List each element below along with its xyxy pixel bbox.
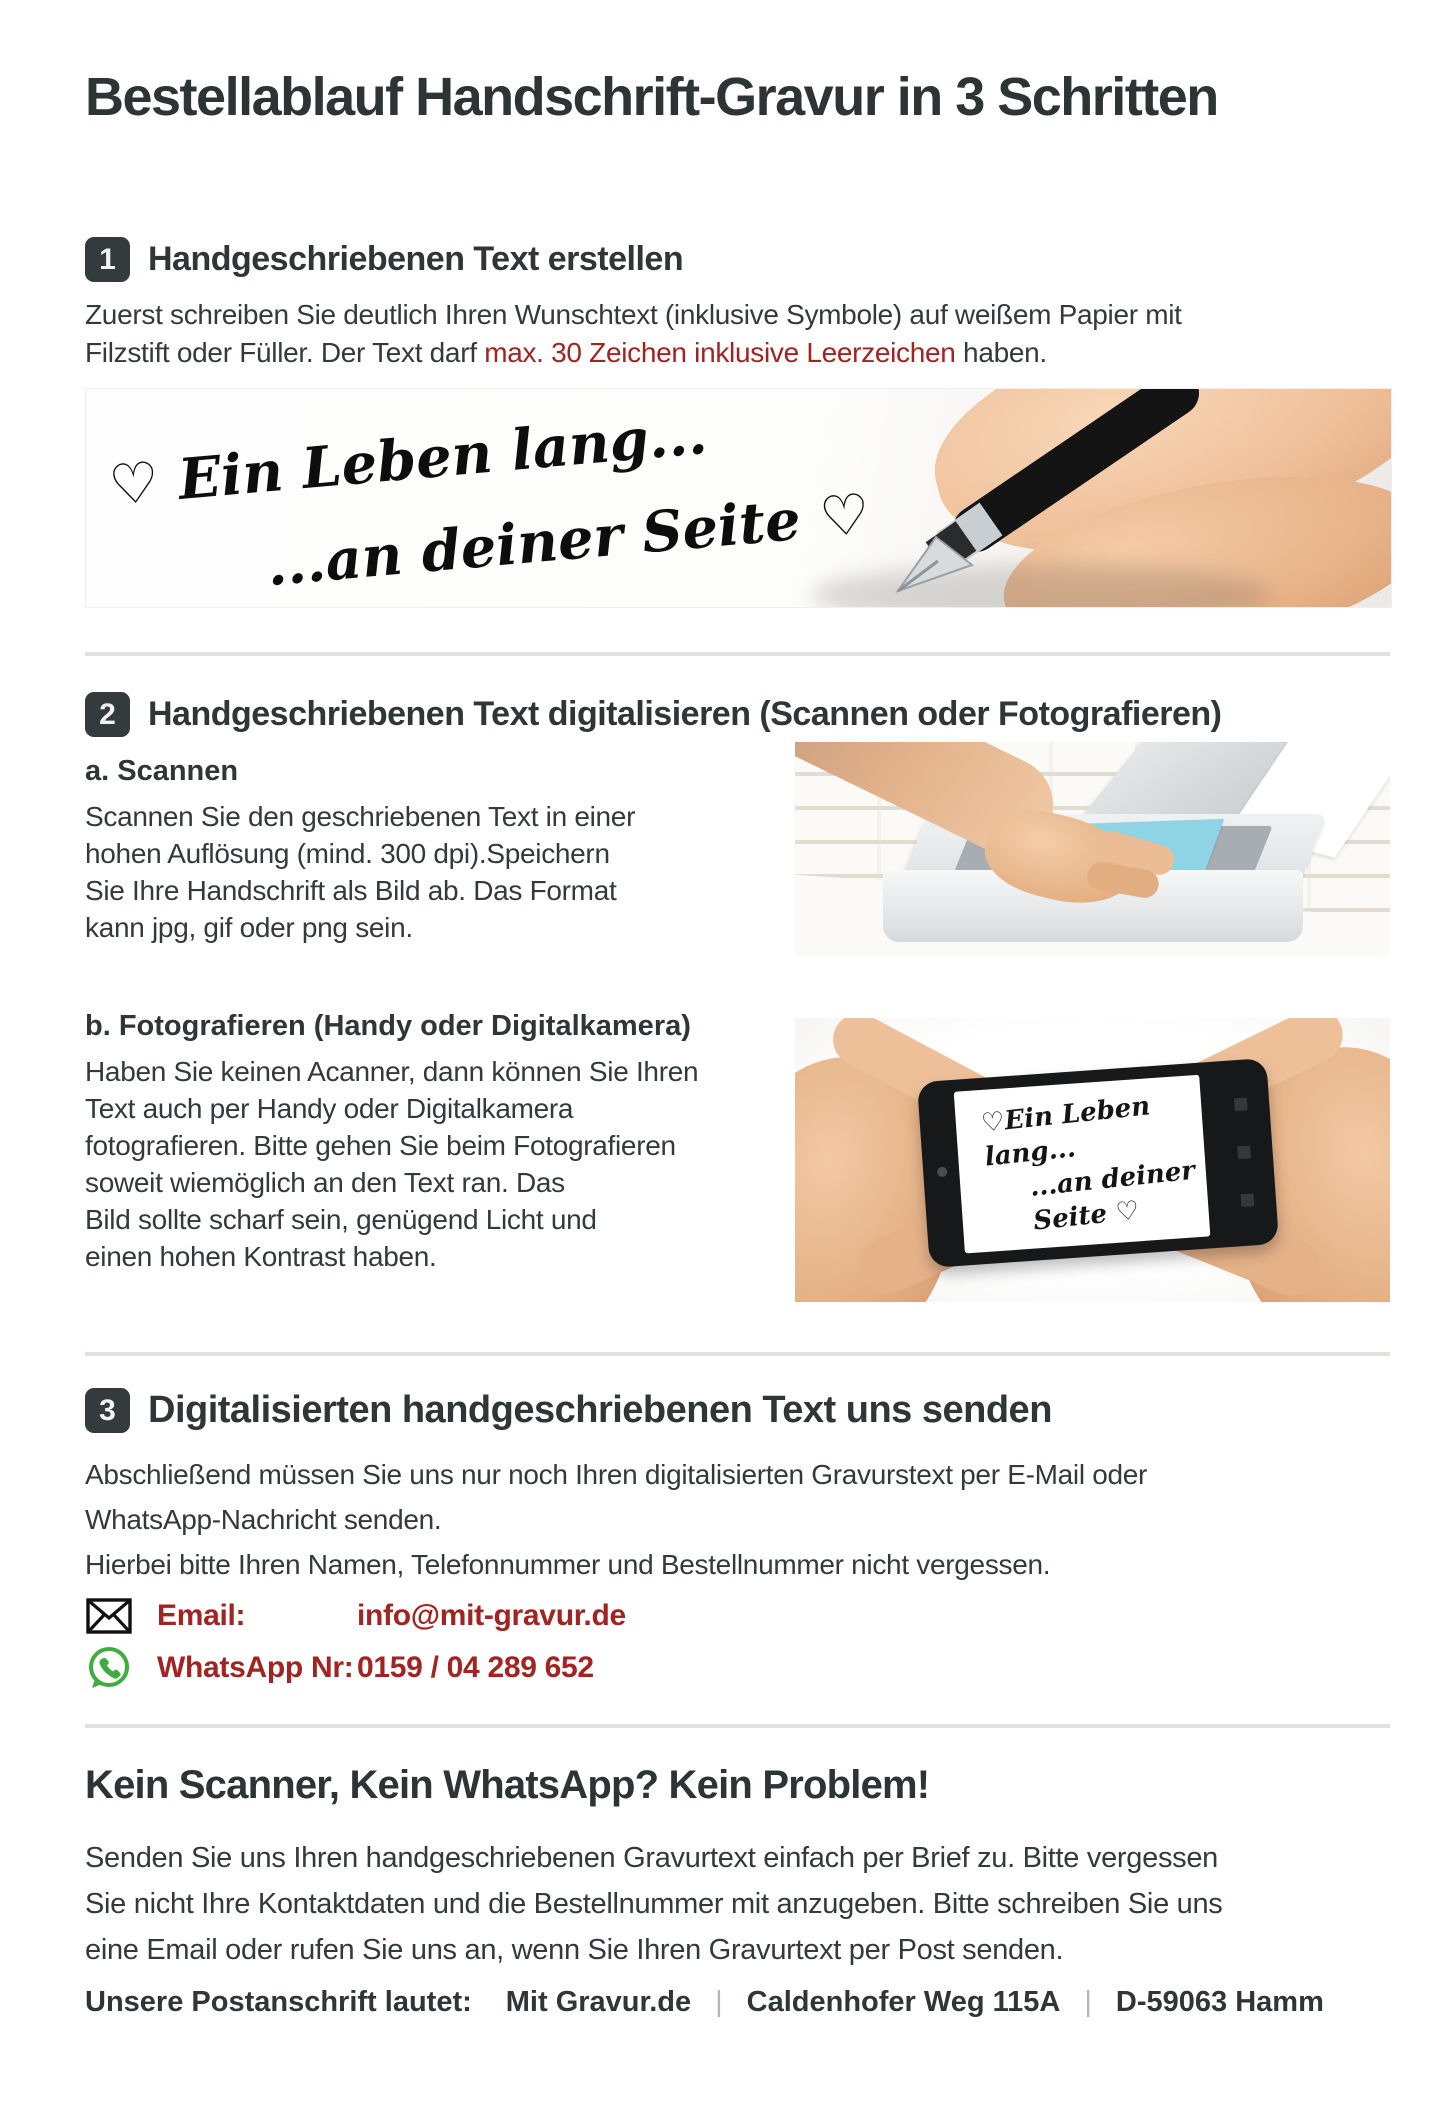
address-separator: | bbox=[1084, 1986, 1092, 2018]
section-divider bbox=[85, 1724, 1390, 1728]
address-street: Caldenhofer Weg 115A bbox=[746, 1986, 1061, 2018]
phone-photo bbox=[795, 1018, 1390, 1302]
step1-line2-highlight: max. 30 Zeichen inklusive Leerzeichen bbox=[484, 337, 956, 368]
step3-number-badge: 3 bbox=[85, 1388, 130, 1433]
fountain-pen-icon bbox=[786, 388, 1206, 608]
footer-line: Sie nicht Ihre Kontaktdaten und die Bestellnummer mit anzugeben. Bitte schreiben Sie uns bbox=[85, 1888, 1223, 1920]
step2a-line: hohen Auflösung (mind. 300 dpi).Speichern bbox=[85, 838, 610, 869]
smartphone bbox=[917, 1058, 1279, 1268]
step2a-heading: a. Scannen bbox=[85, 755, 239, 787]
step2-number-badge: 2 bbox=[85, 692, 130, 737]
step3-header bbox=[85, 1388, 1052, 1433]
step1-number-badge: 1 bbox=[85, 237, 130, 282]
step2b-line: Bild sollte scharf sein, genügend Licht und bbox=[85, 1204, 597, 1235]
footer-line: eine Email oder rufen Sie uns an, wenn Sie Ihren Gravurtext per Post senden. bbox=[85, 1934, 1064, 1966]
step2b-line: Haben Sie keinen Acanner, dann können Sie Ihren bbox=[85, 1056, 699, 1087]
step2b-line: fotografieren. Bitte gehen Sie beim Fotografieren bbox=[85, 1130, 676, 1161]
step2b-line: Text auch per Handy oder Digitalkamera bbox=[85, 1093, 574, 1124]
email-contact-row bbox=[85, 1592, 626, 1640]
address-city: D-59063 Hamm bbox=[1115, 1986, 1324, 2018]
step2-heading: Handgeschriebenen Text digitalisieren (Scannen oder Fotografieren) bbox=[148, 695, 1222, 733]
address-company: Mit Gravur.de bbox=[505, 1986, 692, 2018]
step2b-line: einen hohen Kontrast haben. bbox=[85, 1241, 437, 1272]
photo-handwriting-line2: ...an deiner Seite ♡ bbox=[264, 480, 873, 600]
step1-paragraph-line2 bbox=[85, 334, 1390, 372]
step2b-paragraph bbox=[85, 1053, 785, 1275]
photo-handwriting-line1: ♡ Ein Leben lang... bbox=[106, 400, 710, 520]
email-label: Email: bbox=[157, 1599, 246, 1632]
phone-key-icon bbox=[1237, 1145, 1251, 1159]
footer-paragraph bbox=[85, 1835, 1390, 1973]
step3-paragraph-line1: Abschließend müssen Sie uns nur noch Ihren digitalisierten Gravurstext per E-Mail oder bbox=[85, 1459, 1148, 1490]
step3-paragraph-line3: Hierbei bitte Ihren Namen, Telefonnummer und Bestellnummer nicht vergessen. bbox=[85, 1549, 1051, 1580]
whatsapp-icon bbox=[85, 1644, 133, 1692]
step1-paragraph-line1: Zuerst schreiben Sie deutlich Ihren Wunschtext (inklusive Symbole) auf weißem Papier mit bbox=[85, 299, 1182, 330]
step2a-line: Sie Ihre Handschrift als Bild ab. Das Format bbox=[85, 875, 617, 906]
step1-line2-suffix: haben. bbox=[955, 337, 1047, 368]
phone-screen-line2: ...an deiner Seite ♡ bbox=[1028, 1155, 1197, 1237]
step2a-paragraph bbox=[85, 798, 785, 946]
camera-lens-icon bbox=[937, 1167, 948, 1178]
whatsapp-label: WhatsApp Nr: bbox=[157, 1651, 354, 1684]
handwriting-pen-photo bbox=[85, 388, 1392, 608]
address-separator: | bbox=[715, 1986, 723, 2018]
phone-screen bbox=[954, 1075, 1211, 1254]
address-label: Unsere Postanschrift lautet: bbox=[85, 1986, 472, 2018]
step2a-line: kann jpg, gif oder png sein. bbox=[85, 912, 413, 943]
footer-heading: Kein Scanner, Kein WhatsApp? Kein Problem! bbox=[85, 1763, 930, 1807]
section-divider bbox=[85, 1352, 1390, 1356]
step3-paragraph-line2: WhatsApp-Nachricht senden. bbox=[85, 1504, 442, 1535]
step1-heading: Handgeschriebenen Text erstellen bbox=[148, 240, 684, 278]
step1-line2-prefix: Filzstift oder Füller. Der Text darf bbox=[85, 337, 485, 368]
step2b-heading: b. Fotografieren (Handy oder Digitalkamera) bbox=[85, 1010, 691, 1042]
scanner-photo bbox=[795, 742, 1390, 956]
whatsapp-value: 0159 / 04 289 652 bbox=[357, 1651, 594, 1684]
step3-heading: Digitalisierten handgeschriebenen Text uns senden bbox=[148, 1389, 1052, 1431]
step1-paragraph bbox=[85, 296, 1390, 372]
footer-line: Senden Sie uns Ihren handgeschriebenen Gravurtext einfach per Brief zu. Bitte vergessen bbox=[85, 1842, 1218, 1874]
phone-screen-line1: ♡Ein Leben lang... bbox=[979, 1091, 1152, 1173]
phone-key-icon bbox=[1234, 1097, 1248, 1111]
postal-address bbox=[85, 1986, 1405, 2019]
section-divider bbox=[85, 652, 1390, 656]
phone-key-icon bbox=[1241, 1193, 1255, 1207]
step2-header bbox=[85, 692, 1221, 737]
step3-paragraph bbox=[85, 1452, 1390, 1587]
page-title: Bestellablauf Handschrift-Gravur in 3 Schritten bbox=[85, 67, 1218, 127]
step1-header bbox=[85, 237, 683, 282]
step2b-line: soweit wiemöglich an den Text ran. Das bbox=[85, 1167, 565, 1198]
whatsapp-contact-row bbox=[85, 1644, 594, 1692]
envelope-icon bbox=[85, 1592, 133, 1640]
step2a-line: Scannen Sie den geschriebenen Text in einer bbox=[85, 801, 636, 832]
email-value: info@mit-gravur.de bbox=[357, 1599, 626, 1632]
